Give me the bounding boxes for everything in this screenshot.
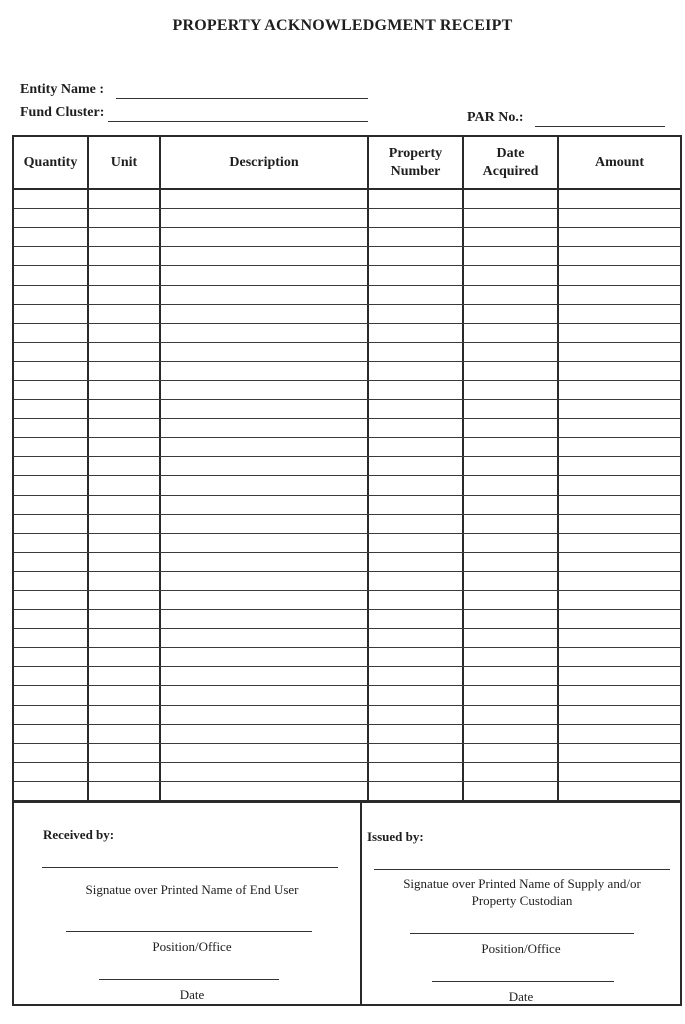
table-row xyxy=(14,685,680,686)
received-by-section xyxy=(12,801,362,1006)
table-row xyxy=(14,514,680,515)
table-row xyxy=(14,304,680,305)
table-row xyxy=(14,533,680,534)
column-header-quantity: Quantity xyxy=(23,155,78,170)
table-row xyxy=(14,380,680,381)
fund-cluster-label: Fund Cluster: xyxy=(20,105,105,120)
issued-by-title: Issued by: xyxy=(367,829,424,844)
table-row xyxy=(14,475,680,476)
table-row xyxy=(14,456,680,457)
custodian-signature-caption: Signatue over Printed Name of Supply and/or Property Custodian xyxy=(403,876,641,908)
custodian-position-field[interactable] xyxy=(410,933,634,934)
end-user-date-field[interactable] xyxy=(99,979,279,980)
entity-name-label: Entity Name : xyxy=(20,82,104,97)
table-row xyxy=(14,437,680,438)
column-divider xyxy=(462,137,464,800)
table-row xyxy=(14,724,680,725)
table-row xyxy=(14,571,680,572)
column-divider xyxy=(367,137,369,800)
column-divider xyxy=(557,137,559,800)
table-row xyxy=(14,590,680,591)
table-row xyxy=(14,227,680,228)
table-row xyxy=(14,628,680,629)
column-header-unit: Unit xyxy=(110,155,138,170)
table-row xyxy=(14,246,680,247)
items-table xyxy=(12,135,682,802)
table-row xyxy=(14,647,680,648)
end-user-position-field[interactable] xyxy=(66,931,312,932)
column-divider xyxy=(159,137,161,800)
custodian-date-field[interactable] xyxy=(432,981,614,982)
issued-by-section xyxy=(360,801,682,1006)
table-row xyxy=(14,781,680,782)
page-title: PROPERTY ACKNOWLEDGMENT RECEIPT xyxy=(172,17,513,34)
table-row xyxy=(14,609,680,610)
received-by-title: Received by: xyxy=(43,827,115,842)
custodian-date-caption: Date xyxy=(508,989,534,1004)
custodian-signature-field[interactable] xyxy=(374,869,670,870)
table-row xyxy=(14,552,680,553)
table-row xyxy=(14,762,680,763)
table-row xyxy=(14,342,680,343)
table-row xyxy=(14,208,680,209)
custodian-position-caption: Position/Office xyxy=(481,941,561,956)
end-user-position-caption: Position/Office xyxy=(152,939,232,954)
entity-name-field[interactable] xyxy=(116,98,368,99)
table-row xyxy=(14,743,680,744)
table-row xyxy=(14,705,680,706)
table-row xyxy=(14,323,680,324)
column-header-amount: Amount xyxy=(594,155,644,170)
column-header-property-number: Property Number xyxy=(388,146,443,179)
header-rule xyxy=(14,188,680,190)
table-row xyxy=(14,285,680,286)
end-user-signature-field[interactable] xyxy=(42,867,338,868)
table-row xyxy=(14,495,680,496)
fund-cluster-field[interactable] xyxy=(108,121,368,122)
column-header-description: Description xyxy=(229,155,299,170)
column-divider xyxy=(87,137,89,800)
column-header-date-acquired: Date Acquired xyxy=(482,146,539,179)
table-row xyxy=(14,418,680,419)
table-row xyxy=(14,666,680,667)
table-row xyxy=(14,399,680,400)
par-no-field[interactable] xyxy=(535,126,665,127)
end-user-signature-caption: Signatue over Printed Name of End User xyxy=(85,882,299,897)
par-no-label: PAR No.: xyxy=(467,110,524,125)
end-user-date-caption: Date xyxy=(179,987,205,1002)
table-row xyxy=(14,361,680,362)
table-row xyxy=(14,265,680,266)
